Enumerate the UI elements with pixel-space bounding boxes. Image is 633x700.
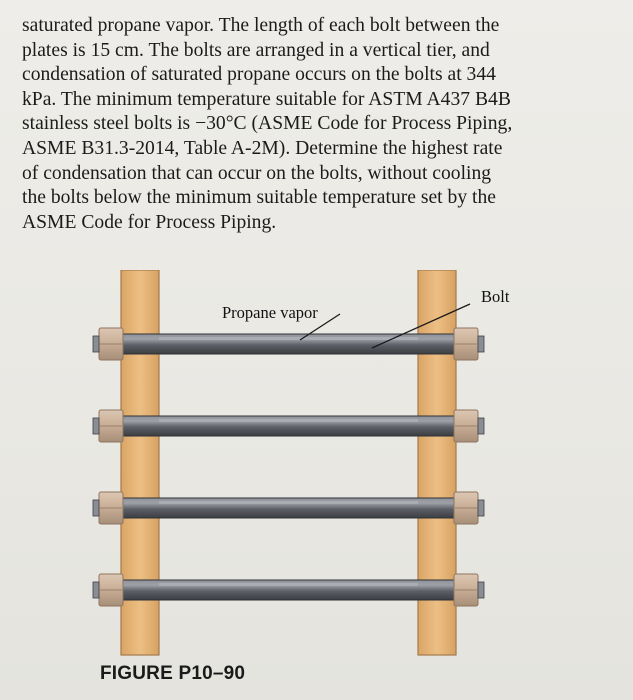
bolt-highlight [159,337,418,340]
text-line: the bolts below the minimum suitable temperature set by the [22,187,496,209]
text-line: saturated propane vapor. The length of each bolt between the [22,15,500,36]
bolt-tip [478,500,484,516]
bolt-highlight [159,501,418,504]
propane-vapor-label: Propane vapor [222,303,318,322]
text-line: condensation of saturated propane occurs on the bolts at 344 [22,64,496,86]
bolt-diagram [0,270,633,700]
text-line: of condensation that can occur on the bolts, without cooling [22,162,492,184]
bolt-tip [93,582,99,598]
bolt-highlight [159,419,418,422]
bolt-tip [93,336,99,352]
bolt-tip [93,500,99,516]
figure-caption: FIGURE P10–90 [100,663,246,684]
bolt-tip [478,418,484,434]
bolt-tip [478,336,484,352]
text-line: ASME B31.3-2014, Table A-2M). Determine the highest rate [22,137,503,159]
bolt-figure [0,270,633,700]
problem-text [22,14,618,235]
bolt-tip [478,582,484,598]
text-line: stainless steel bolts is −30°C (ASME Code for Process Piping, [22,113,513,135]
text-line: kPa. The minimum temperature suitable for ASTM A437 B4B [22,88,511,110]
bolt-label: Bolt [481,287,510,306]
text-line: ASME Code for Process Piping. [22,211,277,233]
bolt-highlight [159,583,418,586]
bolt-tip [93,418,99,434]
text-line: plates is 15 cm. The bolts are arranged in a vertical tier, and [22,39,490,61]
